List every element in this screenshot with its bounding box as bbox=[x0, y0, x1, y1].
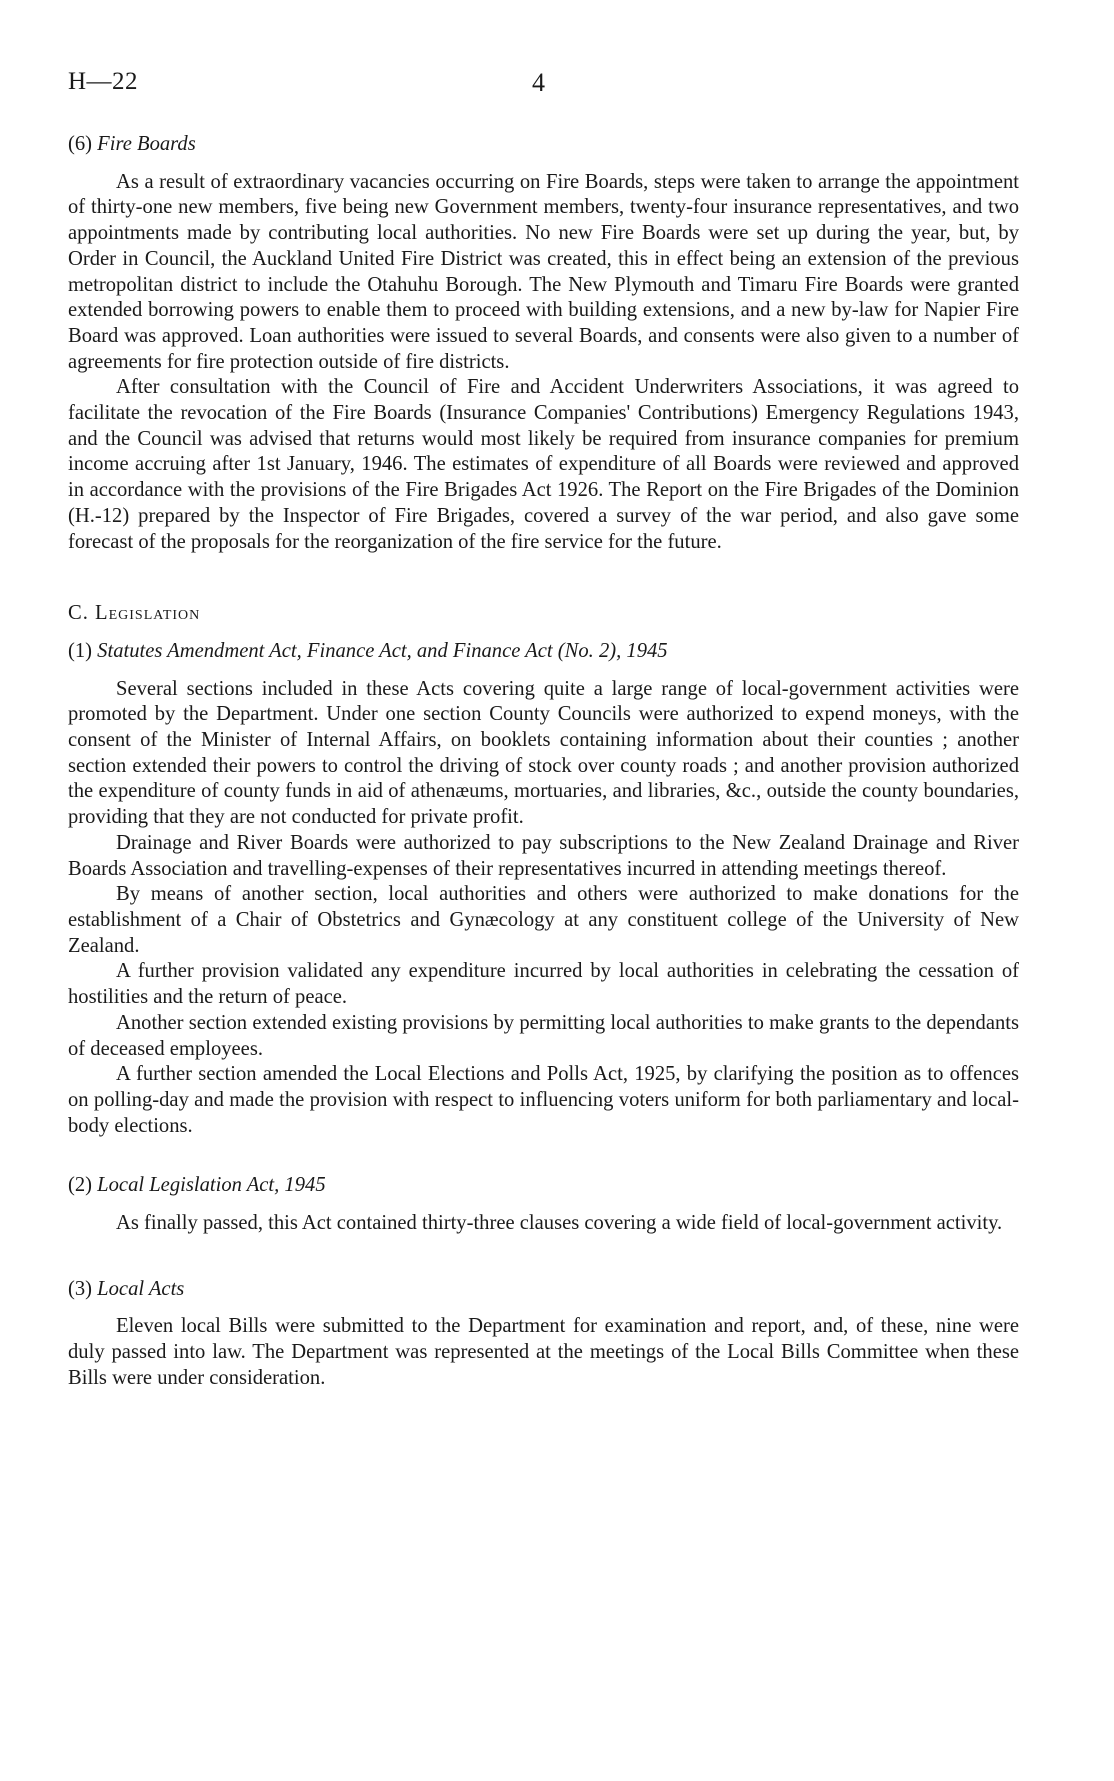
local-acts-number: (3) bbox=[68, 1277, 93, 1300]
statutes-paragraph-6: A further section amended the Local Elections and Polls Act, 1925, by clarifying the position as to offences on polling-day and made the provision with respect to influencing voters uniform for both parliamentary and local-body elections. bbox=[68, 1063, 1019, 1137]
fire-boards-number: (6) bbox=[68, 133, 93, 155]
statutes-paragraph-5: Another section extended existing provisions by permitting local authorities to make grants to the dependants of deceased employees. bbox=[68, 1011, 1019, 1060]
local-acts-title: Local Acts bbox=[97, 1277, 185, 1300]
fire-boards-paragraph-2: After consultation with the Council of Fire and Accident Underwriters Associations, it was agreed to facilitate the revocation of the Fire Boards (Insurance Companies' Contributions) Emergency Regulations 1943, and the Council was advised that returns would most likely be required from insurance companies for premium income accruing after 1st January, 1946. The estimates of expenditure of all Boards were reviewed and approved in accordance with the provisions of the Fire Brigades Act 1926. The Report on the Fire Brigades of the Dominion (H.-12) prepared by the Inspector of Fire Brigades, covered a survey of the war period, and also gave some forecast of the proposals for the reorganization of the fire service for the future. bbox=[68, 376, 1019, 553]
document-body bbox=[68, 132, 1019, 1392]
local-legislation-heading bbox=[68, 1173, 1019, 1199]
local-legislation-title: Local Legislation Act, 1945 bbox=[97, 1174, 326, 1197]
fire-boards-heading bbox=[68, 132, 1019, 158]
statutes-paragraph-2: Drainage and River Boards were authorized to pay subscriptions to the New Zealand Drainage and River Boards Association and travelling-expenses of their representatives incurred in attending meetings thereof. bbox=[68, 831, 1019, 880]
statutes-paragraph-3: By means of another section, local authorities and others were authorized to make donations for the establishment of a Chair of Obstetrics and Gynæcology at any constituent college of the University of New Zealand. bbox=[68, 883, 1019, 957]
legislation-heading: C. Legislation bbox=[68, 602, 201, 625]
local-legislation-number: (2) bbox=[68, 1174, 93, 1197]
statutes-number: (1) bbox=[68, 639, 93, 662]
statutes-heading bbox=[68, 639, 1019, 665]
fire-boards-paragraph-1: As a result of extraordinary vacancies occurring on Fire Boards, steps were taken to arrange the appointment of thirty-one new members, five being new Government members, twenty-four insurance representatives, and two appointments made by contributing local authorities. No new Fire Boards were set up during the year, but, by Order in Council, the Auckland United Fire District was created, this in effect being an extension of the previous metropolitan district to include the Otahuhu Borough. The New Plymouth and Timaru Fire Boards were granted extended borrowing powers to enable them to proceed with building extensions, and a new by-law for Napier Fire Board was approved. Loan authorities were issued to several Boards, and consents were also given to a number of agreements for fire protection outside of fire districts. bbox=[68, 170, 1019, 373]
fire-boards-title: Fire Boards bbox=[97, 133, 196, 155]
local-acts-paragraph-1: Eleven local Bills were submitted to the Department for examination and report, and, of these, nine were duly passed into law. The Department was represented at the meetings of the Local Bills Committee when these Bills were under consideration. bbox=[68, 1315, 1019, 1389]
local-acts-heading bbox=[68, 1277, 1019, 1303]
statutes-paragraph-4: A further provision validated any expenditure incurred by local authorities in celebrating the cessation of hostilities and the return of peace. bbox=[68, 960, 1019, 1009]
page-number: 4 bbox=[532, 68, 545, 97]
local-legislation-paragraph-1: As finally passed, this Act contained thirty-three clauses covering a wide field of local-government activity. bbox=[116, 1212, 1003, 1235]
statutes-paragraph-1: Several sections included in these Acts covering quite a large range of local-government activities were promoted by the Department. Under one section County Councils were authorized to expend moneys, with the consent of the Minister of Internal Affairs, on booklets containing information about their counties ; another section extended their powers to control the driving of stock over county roads ; and another provision authorized the expenditure of county funds in aid of athenæums, mortuaries, and libraries, &c., outside the county boundaries, providing that they are not conducted for private profit. bbox=[68, 677, 1019, 829]
document-reference: H—22 bbox=[68, 68, 139, 95]
statutes-title: Statutes Amendment Act, Finance Act, and Finance Act (No. 2), 1945 bbox=[97, 639, 668, 662]
